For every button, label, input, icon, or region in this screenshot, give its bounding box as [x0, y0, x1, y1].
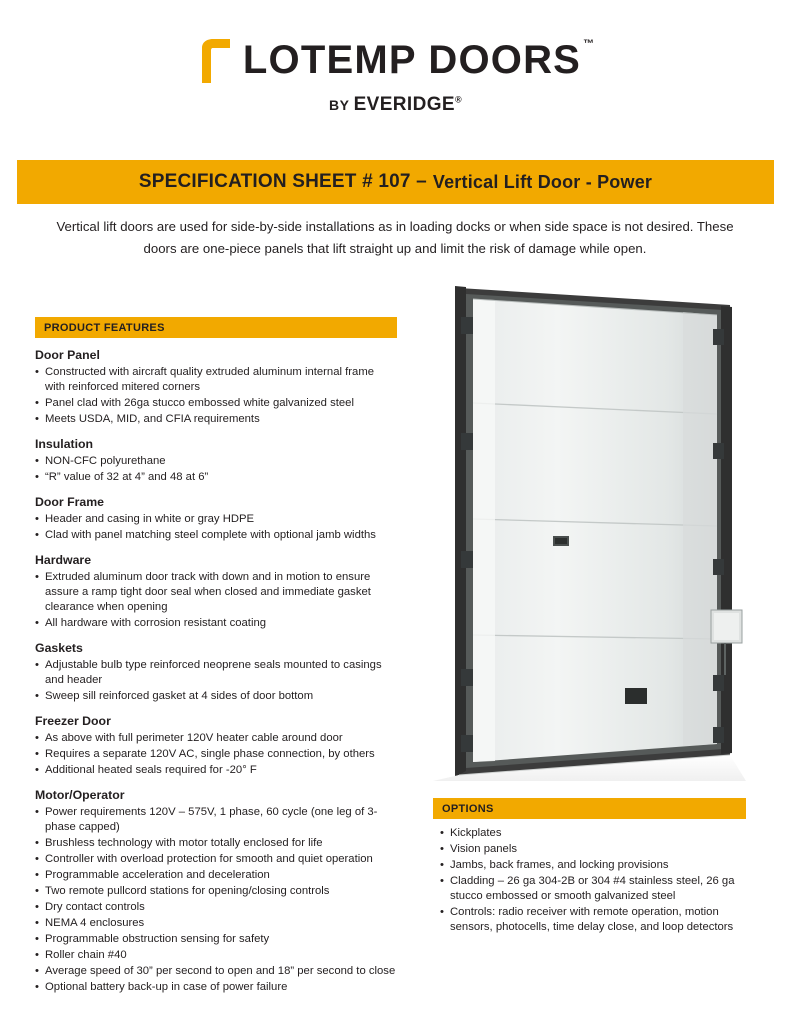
list-item: • Controller with overload protection for smooth and quiet operation	[35, 852, 397, 867]
list-item: • Vision panels	[440, 842, 750, 857]
feature-group-title: Door Panel	[35, 348, 100, 362]
list-item: • Cladding – 26 ga 304-2B or 304 #4 stainless steel, 26 ga stucco embossed or smooth galvanized steel	[440, 874, 750, 904]
list-item: • All hardware with corrosion resistant coating	[35, 616, 397, 631]
options-header	[433, 798, 746, 819]
list-item: • As above with full perimeter 120V heater cable around door	[35, 731, 397, 746]
spec-sheet-number: SPECIFICATION SHEET # 107 –	[138, 171, 427, 192]
list-item: • Jambs, back frames, and locking provisions	[440, 858, 750, 873]
list-item: • Power requirements 120V – 575V, 1 phase, 60 cycle (one leg of 3-phase capped)	[35, 805, 397, 835]
list-item: • Panel clad with 26ga stucco embossed white galvanized steel	[35, 396, 397, 411]
list-item: • “R” value of 32 at 4” and 48 at 6”	[35, 470, 397, 485]
feature-group-title: Insulation	[35, 437, 94, 452]
list-item: • Adjustable bulb type reinforced neoprene seals mounted to casings and header	[35, 658, 397, 688]
logo-trademark: ™	[583, 37, 595, 50]
logo-block	[0, 0, 791, 116]
spec-sheet-subject: Vertical Lift Door - Power	[432, 171, 653, 192]
specification-title-band	[17, 160, 774, 204]
list-item: • Roller chain #40	[35, 948, 397, 963]
logo-by-text: BY	[328, 97, 354, 113]
list-item: • Average speed of 30” per second to open and 18” per second to close	[35, 964, 397, 979]
feature-list	[35, 365, 397, 427]
feature-list	[35, 570, 397, 631]
list-item: • Constructed with aircraft quality extruded aluminum internal frame with reinforced mitered corners	[35, 365, 397, 395]
product-features-section	[35, 317, 397, 996]
feature-group-door-frame	[35, 495, 397, 543]
options-header-label: OPTIONS	[442, 802, 494, 815]
logo-parent-text: EVERIDGE	[353, 94, 455, 115]
feature-list	[35, 512, 397, 543]
list-item: • Programmable acceleration and deceleration	[35, 868, 397, 883]
list-item: • Extruded aluminum door track with down and in motion to ensure assure a ramp tight door seal when closed and immediate gasket clearance when opening	[35, 570, 397, 615]
lotemp-logo-icon	[199, 39, 233, 83]
list-item: • NON-CFC polyurethane	[35, 454, 397, 469]
list-item: • Kickplates	[440, 826, 750, 841]
list-item: • NEMA 4 enclosures	[35, 916, 397, 931]
feature-group-door-panel	[35, 348, 397, 427]
feature-group-title: Hardware	[35, 553, 92, 568]
feature-group-title: Gaskets	[35, 641, 83, 656]
list-item: • Controls: radio receiver with remote operation, motion sensors, photocells, time delay close, and loop detectors	[440, 905, 750, 935]
list-item: • Programmable obstruction sensing for safety	[35, 932, 397, 947]
logo-subbrand	[0, 94, 791, 116]
intro-paragraph: Vertical lift doors are used for side-by-side installations as in loading docks or when side space is not desired. These doors are one-piece panels that lift straight up and limit the risk of damage while open.	[56, 219, 734, 256]
list-item: • Sweep sill reinforced gasket at 4 sides of door bottom	[35, 689, 397, 704]
list-item: • Meets USDA, MID, and CFIA requirements	[35, 412, 397, 427]
vertical-lift-door-photo	[433, 283, 746, 781]
feature-list	[35, 454, 397, 485]
list-item: • Brushless technology with motor totally enclosed for life	[35, 836, 397, 851]
product-features-header	[35, 317, 397, 338]
feature-group-title: Freezer Door	[35, 714, 111, 729]
list-item: • Additional heated seals required for -20° F	[35, 763, 397, 778]
feature-list	[35, 805, 397, 995]
feature-group-gaskets	[35, 641, 397, 704]
logo-registered-mark: ®	[454, 94, 463, 105]
list-item: • Dry contact controls	[35, 900, 397, 915]
feature-list	[35, 658, 397, 704]
list-item: • Clad with panel matching steel complete with optional jamb widths	[35, 528, 397, 543]
list-item: • Two remote pullcord stations for opening/closing controls	[35, 884, 397, 899]
options-section	[440, 826, 750, 936]
feature-list	[35, 731, 397, 778]
feature-group-insulation	[35, 437, 397, 485]
logo-wordmark	[242, 37, 595, 82]
options-list	[440, 826, 750, 935]
feature-group-title: Door Frame	[35, 495, 105, 510]
feature-group-freezer-door	[35, 714, 397, 778]
logo-brand-text: LOTEMP DOORS	[242, 38, 582, 82]
product-features-header-label: PRODUCT FEATURES	[44, 321, 165, 334]
feature-group-motor-operator	[35, 788, 397, 995]
list-item: • Header and casing in white or gray HDPE	[35, 512, 397, 527]
list-item: • Optional battery back-up in case of power failure	[35, 980, 397, 995]
logo-row	[199, 37, 595, 82]
feature-group-hardware	[35, 553, 397, 631]
list-item: • Requires a separate 120V AC, single phase connection, by others	[35, 747, 397, 762]
feature-group-title: Motor/Operator	[35, 788, 125, 803]
